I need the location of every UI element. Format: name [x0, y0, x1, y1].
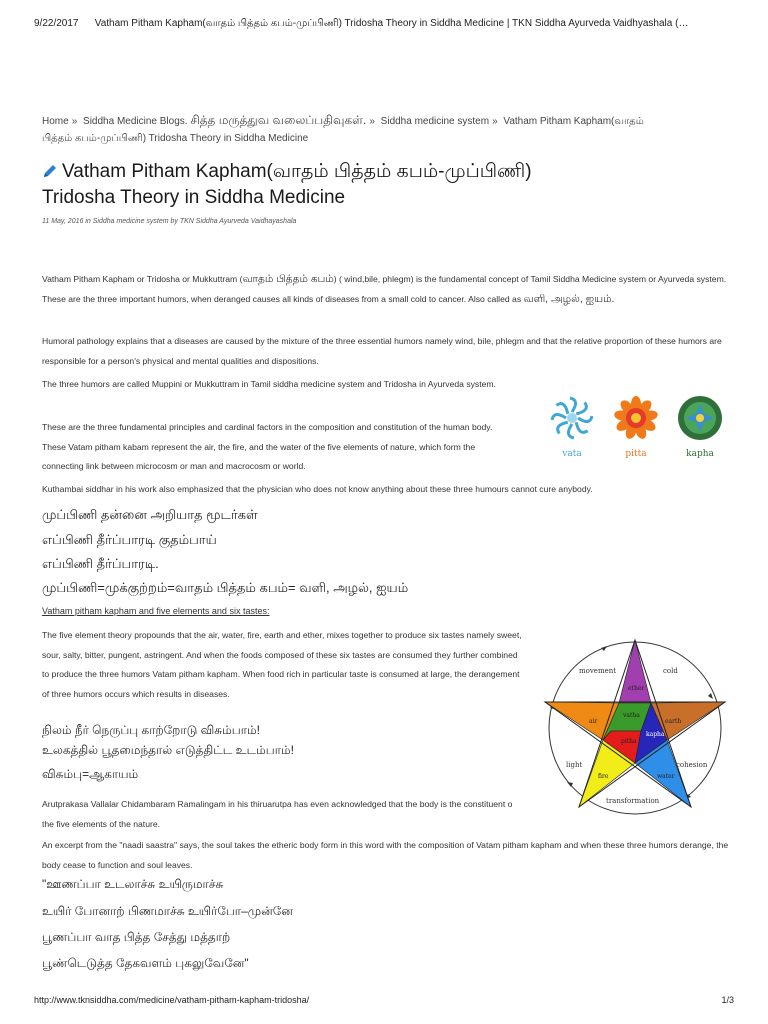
breadcrumb-blogs[interactable]: Siddha Medicine Blogs. [83, 116, 188, 127]
intro-tamil-names: வளி, அழல், ஐயம். [523, 292, 615, 305]
verse-1-line: முப்பிணி=முக்குற்றம்=வாதம் பித்தம் கபம்= வளி, அழல், ஐயம் [42, 580, 409, 595]
label-vatha: vatha [623, 712, 640, 719]
label-light: light [566, 761, 583, 769]
label-water: water [657, 773, 675, 780]
kapha-symbol [678, 396, 722, 440]
pencil-icon [42, 162, 58, 186]
post-meta: 11 May, 2016 in Siddha medicine system by TKN Siddha Ayurveda Vaidhayashala [42, 218, 297, 225]
paragraph-humoral: Humoral pathology explains that a diseases are caused by the mixture of the three essential humors namely wind, bile, phlegm and that the relative proportion of these humors are responsible for a person's physical and mental qualities and dispositions. [42, 336, 722, 366]
label-cohesion: cohesion [676, 761, 708, 769]
title-line-2: Tridosha Theory in Siddha Medicine [42, 187, 346, 208]
pentagram-elements-figure [541, 635, 729, 818]
ether-point [619, 640, 651, 703]
verse-3-line: பூணப்பா வாத பித்த சேத்து மத்தாற் [42, 930, 231, 944]
paragraph-vallalar: Arutprakasa Vallalar Chidambaram Ramalingam in his thiruarutpa has even acknowledged that the body is the constituent o the five elements of the nature. [42, 799, 513, 829]
verse-1-line: எப்பிணி தீர்ப்பாரடி. [42, 556, 159, 571]
print-date: 9/22/2017 [34, 18, 79, 29]
paragraph-five-elements: The five element theory propounds that the air, water, fire, earth and ether, mixes together to produce six tastes namely sweet, sour, salty, bitter, pungent, astringent. And when the foods composed of these six tastes are consumed they further combined to produce the three humors Vatam pitham kapham. When food rich in particular taste is consumed at large, the derangement of three humors occurs which results in diseases. [42, 630, 522, 699]
breadcrumb-home[interactable]: Home [42, 116, 69, 127]
verse-2-line: விசும்பு=ஆகாயம் [42, 767, 139, 781]
section-subheading: Vatham pitham kapham and five elements and six tastes: [42, 606, 270, 616]
breadcrumb-current-2: பித்தம் கபம்-முப்பிணி) Tridosha Theory in Siddha Medicine [42, 133, 309, 144]
breadcrumb-current-1: Vatham Pitham Kapham(வாதம் [503, 116, 644, 127]
verse-2-line: நிலம் நீர் நெருப்பு காற்றோடு விசும்பாம்! [42, 723, 260, 737]
paragraph-kuthambai: Kuthambai siddhar in his work also emphasized that the physician who does not know anything about these three humours cannot cure anybody. [42, 484, 593, 494]
verse-3-line: உயிர் போனாற் பிணமாச்சு உயிர்போ–முன்னே [42, 904, 293, 918]
vata-label: vata [562, 449, 582, 459]
breadcrumb [42, 112, 732, 147]
vata-symbol [551, 397, 593, 439]
intro-text-b: ) ( wind,bile, phlegm) is the fundamental concept of Tamil Siddha Medicine system or Ayurveda system. These are the three important humors, when deranged causes all kinds of diseases from a small cold to cancer. Also called as [42, 274, 727, 304]
verse-3-line: "ஊணப்பா உடலாச்சு உயிருமாச்சு [42, 877, 224, 891]
breadcrumb-blogs-tamil[interactable]: சித்த மருத்துவ வலைப்பதிவுகள். [190, 113, 367, 127]
paragraph-naadi: An excerpt from the "naadi saastra" says, the soul takes the etheric body form in this word with the composition of Vatam pitham kapham and when these three humors derange, the body cease to function and soul leaves. [42, 840, 729, 870]
tridosha-symbols-figure [548, 392, 724, 462]
label-kapha: kapha [646, 731, 665, 738]
paragraph-three-humors: The three humors are called Muppini or Mukkuttram in Tamil siddha medicine system and Tridosha in Ayurveda system. [42, 379, 496, 389]
verse-1-line: முப்பிணி தன்னை அறியாத மூடர்கள் [42, 507, 258, 522]
label-cold: cold [663, 667, 678, 675]
label-fire: fire [598, 773, 609, 780]
print-page-number: 1/3 [721, 995, 734, 1005]
verse-3-line: பூண்டெடுத்த தேகவளம் புகலுவேனே" [42, 956, 249, 970]
print-header [34, 18, 688, 30]
breadcrumb-separator: » [492, 116, 498, 127]
print-page-title: Vatham Pitham Kapham(வாதம் பித்தம் கபம்-முப்பிணி) Tridosha Theory in Siddha Medicine | TKN Siddha Ayurveda Vaidhyashala (… [94, 18, 689, 29]
verse-1-line: எப்பிணி தீர்ப்பாரடி குதம்பாய் [42, 532, 217, 547]
label-air: air [589, 718, 598, 725]
label-ether: ether [628, 685, 645, 692]
page-title [42, 160, 742, 210]
pitta-label: pitta [625, 449, 647, 459]
breadcrumb-separator: » [71, 116, 78, 127]
intro-tamil-humors: வாதம் பித்தம் கபம் [242, 273, 334, 285]
paragraph-principles: These are the three fundamental principles and cardinal factors in the composition and constitution of the human body. These Vatam pitham kabam represent the air, the fire, and the water of the five elements of nature, which form the connecting link between microcosm or man and macrocosm or world. [42, 422, 493, 471]
label-movement: movement [579, 667, 617, 675]
title-line-1: Vatham Pitham Kapham(வாதம் பித்தம் கபம்-முப்பிணி) [62, 161, 532, 182]
print-url: http://www.tknsiddha.com/medicine/vatham-pitham-kapham-tridosha/ [34, 995, 310, 1005]
label-earth: earth [665, 718, 682, 725]
kapha-label: kapha [686, 449, 714, 459]
intro-text-a: Vatham Pitham Kapham or Tridosha or Mukkuttram ( [42, 274, 243, 284]
label-transformation: transformation [606, 797, 660, 805]
pitta-symbol [613, 396, 658, 440]
print-footer [34, 995, 734, 1005]
breadcrumb-separator: » [369, 116, 375, 127]
label-pitha: pitha [621, 738, 637, 745]
breadcrumb-system[interactable]: Siddha medicine system [380, 116, 490, 127]
verse-2-line: உலகத்தில் பூதமைந்தால் எடுத்திட்ட உடம்பாம்! [42, 743, 294, 757]
paragraph-intro [42, 270, 732, 309]
